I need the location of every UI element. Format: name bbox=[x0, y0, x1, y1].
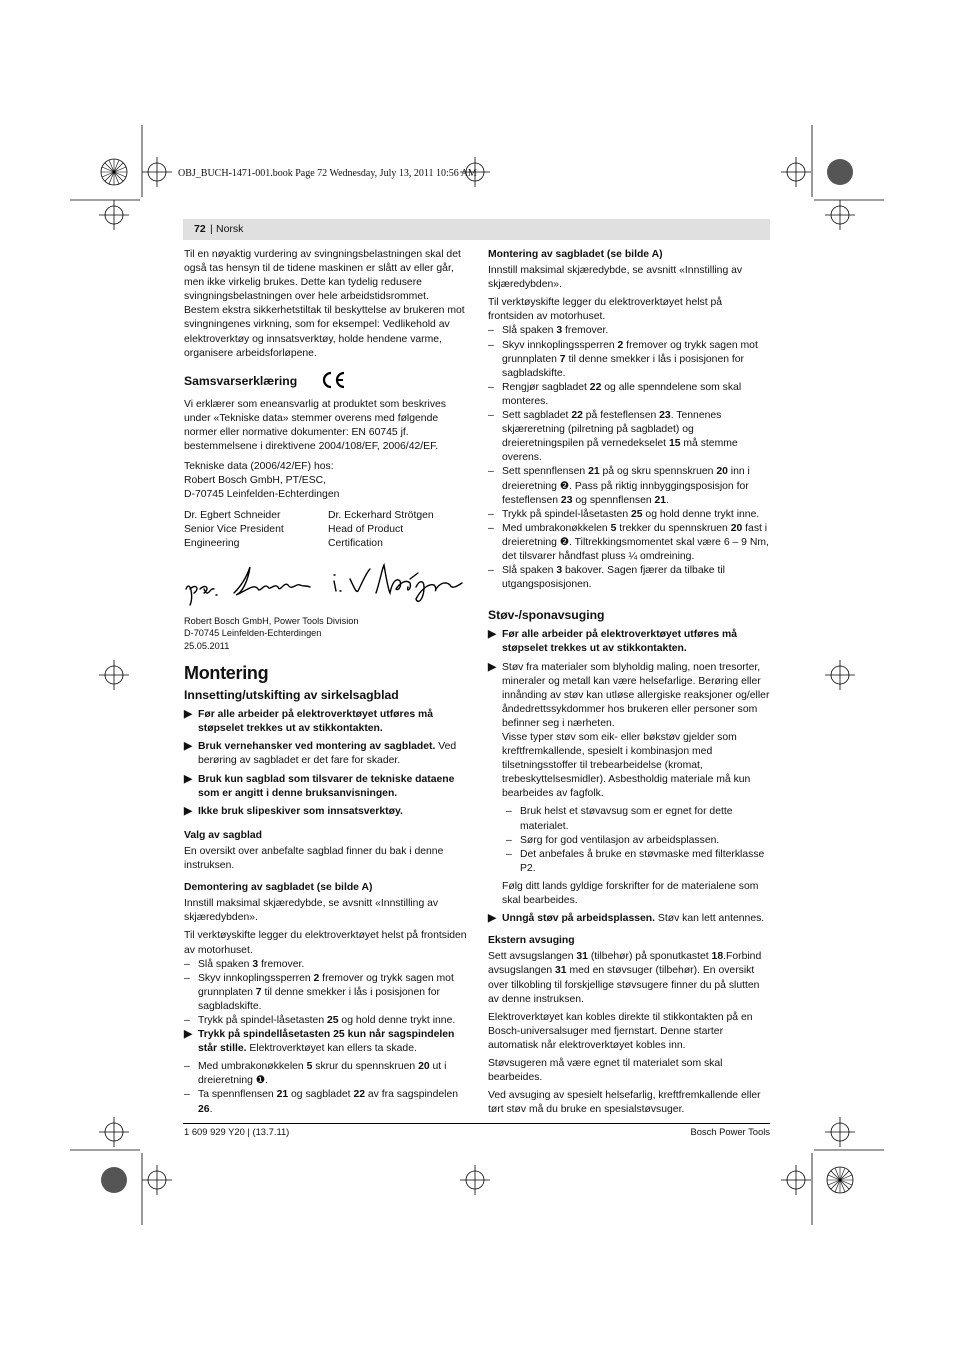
dust-sub-3 bbox=[488, 848, 770, 876]
mont-step-2 bbox=[488, 339, 770, 381]
handwritten-signatures bbox=[184, 559, 467, 609]
step-text: og hold denne trykt inne. bbox=[642, 508, 760, 520]
step-text: Trykk på spindel-låsetasten bbox=[198, 1014, 327, 1026]
montering-sagblad-heading: Montering av sagbladet (se bilde A) bbox=[488, 249, 663, 260]
mont-step-6 bbox=[488, 508, 770, 522]
right-column bbox=[488, 248, 770, 1121]
triangle-bullet-icon: ▶ bbox=[184, 773, 192, 785]
warning-text: Ikke bruk slipeskiver som innsatsverktøy. bbox=[198, 805, 403, 817]
dust-warning-flammable bbox=[488, 912, 770, 926]
step-text: Trykk på spindel-låsetasten bbox=[502, 508, 631, 520]
ekstern-heading: Ekstern avsuging bbox=[488, 935, 575, 947]
footer-doc-number: 1 609 929 Y20 | (13.7.11) bbox=[184, 1126, 290, 1137]
dash-bullet: – bbox=[488, 381, 494, 393]
step-text: Sett spennflensen bbox=[502, 466, 589, 478]
part-number: 7 bbox=[559, 353, 566, 365]
step-text: Sett sagbladet bbox=[502, 410, 572, 422]
para-text: med en støvsuger (tilbehør). En oversikt over tilkobling til forskjellige støvsugere finner du på slutten av denne instruksen. bbox=[488, 965, 760, 1005]
mont-step-1 bbox=[488, 324, 770, 338]
samsvar-heading bbox=[184, 371, 467, 392]
triangle-bullet-icon: ▶ bbox=[184, 1029, 192, 1041]
ce-mark-icon bbox=[321, 371, 347, 392]
demont-step-5 bbox=[184, 1088, 467, 1116]
dash-bullet: – bbox=[488, 508, 494, 520]
step-text: fremover. bbox=[258, 958, 305, 970]
signer1-title-2: Engineering bbox=[184, 537, 240, 549]
step-text: Med umbrakonøkkelen bbox=[198, 1061, 307, 1073]
dust-sublist bbox=[488, 805, 770, 875]
part-number: 7 bbox=[255, 986, 262, 998]
triangle-bullet-icon: ▶ bbox=[184, 741, 192, 753]
warning-unplug bbox=[184, 708, 467, 736]
dash-bullet: – bbox=[488, 410, 494, 422]
dash-bullet: – bbox=[488, 466, 494, 478]
warning-no-grinding bbox=[184, 805, 467, 819]
signer2-title-2: Certification bbox=[328, 537, 383, 549]
step-text: inn i dreieretning bbox=[502, 466, 750, 492]
triangle-bullet-icon: ▶ bbox=[184, 709, 192, 721]
warning-text: Visse typer støv som eik- eller bøkstøv gjelder som kreftfremkallende, spesielt i kombinasjon med tilsetningsstoffer til trebearbeidelse (kromat, trebeskyttelsesmidler). Asbestholdig materiale må kun bearbeides av fagfolk. bbox=[502, 732, 751, 800]
demont-step-2 bbox=[184, 972, 467, 1014]
dash-bullet: – bbox=[506, 848, 512, 860]
step-text: Ta spennflensen bbox=[198, 1089, 277, 1101]
ekstern-paragraph-1 bbox=[488, 950, 770, 1006]
part-number: 5 bbox=[610, 522, 617, 534]
triangle-bullet-icon: ▶ bbox=[488, 913, 496, 925]
step-text: Slå spaken bbox=[502, 325, 557, 337]
para-text: Sett avsugslangen bbox=[488, 951, 577, 963]
part-number: 20 bbox=[418, 1061, 430, 1073]
company-block bbox=[184, 615, 467, 652]
mont-step-5 bbox=[488, 465, 770, 507]
montering-heading: Montering bbox=[184, 663, 269, 683]
para-text: (tilbehør) på sponutkastet bbox=[587, 951, 712, 963]
warning-text-bold: Unngå støv på arbeidsplassen. bbox=[502, 913, 656, 925]
warning-text: Før alle arbeider på elektroverktøyet utføres må støpselet trekkes ut av stikkontakten. bbox=[198, 709, 434, 735]
part-number: 25 bbox=[630, 508, 643, 520]
rotation-direction-2-icon: ❷ bbox=[559, 536, 570, 548]
dash-bullet: – bbox=[506, 834, 512, 846]
step-text: fremover og trykk sagen mot grunnplaten bbox=[198, 972, 454, 998]
tech-file-line-3: D-70745 Leinfelden-Echterdingen bbox=[184, 489, 340, 501]
sub-text: Bruk helst et støvavsug som er egnet for dette materialet. bbox=[520, 806, 733, 832]
warning-text: Før alle arbeider på elektroverktøyet utføres må støpselet trekkes ut av stikkontakten. bbox=[502, 629, 738, 655]
step-text: trekker du spennskruen bbox=[616, 522, 731, 534]
step-text: fremover og trykk sagen mot grunnplaten bbox=[502, 339, 758, 365]
rotation-direction-2-icon: ❷ bbox=[559, 480, 570, 492]
dust-sub-2 bbox=[488, 834, 770, 848]
left-column bbox=[184, 248, 467, 1117]
dust-sub-1 bbox=[488, 805, 770, 833]
step-text: og sagbladet bbox=[288, 1089, 354, 1101]
mont-step-4 bbox=[488, 409, 770, 465]
part-number: 31 bbox=[555, 965, 567, 977]
samsvar-heading-text: Samsvarserklæring bbox=[184, 373, 298, 388]
ekstern-paragraph-4: Ved avsuging av spesielt helsefarlig, kreftfremkallende eller tørt støv må du bruke en spesialstøvsuger. bbox=[488, 1090, 761, 1116]
page-number: 72 bbox=[194, 223, 206, 235]
footer-brand: Bosch Power Tools bbox=[690, 1126, 770, 1137]
mont-step-3 bbox=[488, 381, 770, 409]
valg-paragraph: En oversikt over anbefalte sagblad finner du bak i denne instruksen. bbox=[184, 845, 444, 872]
step-text: Rengjør sagbladet bbox=[502, 381, 590, 393]
tech-file-line-1: Tekniske data (2006/42/EF) hos: bbox=[184, 461, 334, 473]
step-text: på festeflensen bbox=[582, 410, 660, 422]
tech-file-line-2: Robert Bosch GmbH, PT/ESC, bbox=[184, 475, 327, 487]
warning-text: Støv fra materialer som blyholdig maling, noen tresorter, mineraler og metall kan være helsefarlige. Berøring eller innånding av støv kan utløse allergiske reaksjoner og/eller åndedrettssykdommer hos brukeren eller personer som befinner seg i nærheten. bbox=[502, 661, 770, 729]
part-number: 2 bbox=[617, 339, 624, 351]
dust-regulations: Følg ditt lands gyldige forskrifter for de materialene som skal bearbeides. bbox=[502, 880, 759, 907]
step-text: Skyv innkoplingssperren bbox=[198, 972, 314, 984]
step-text: . Tiltrekkingsmomentet skal være 6 – 9 Nm, det tilsvarer håndfast pluss ¼ omdreining. bbox=[502, 536, 769, 562]
part-number: 3 bbox=[556, 565, 563, 577]
signer2-title-1: Head of Product bbox=[328, 523, 404, 535]
step-text: . Tennenes skjæreretning (pilretning på sagbladet) og dreieretningspilen på vernedekselet bbox=[502, 410, 722, 450]
part-number: 23 bbox=[560, 494, 573, 506]
dust-warning-unplug bbox=[488, 628, 770, 656]
demont-step-1 bbox=[184, 958, 467, 972]
step-text: Slå spaken bbox=[198, 958, 253, 970]
signer1-title-1: Senior Vice President bbox=[184, 523, 284, 535]
para-text: .Forbind avsugslangen bbox=[488, 951, 762, 977]
dash-bullet: – bbox=[184, 958, 190, 970]
step-text: Slå spaken bbox=[502, 565, 557, 577]
demont-paragraph-2: Til verktøyskifte legger du elektroverktøyet helst på frontsiden av motorhuset. bbox=[184, 930, 467, 956]
intro-paragraph-2: Bestem ekstra sikkerhetstiltak til beskyttelse av brukeren mot svingningenes virkning, som for eksempel: Vedlikehold av elektroverktøy og innsatsverktøy, holde hendene varme, organisere arbeidsforløpene. bbox=[184, 305, 465, 359]
dash-bullet: – bbox=[506, 806, 512, 818]
dash-bullet: – bbox=[488, 565, 494, 577]
dash-bullet: – bbox=[184, 1089, 190, 1101]
step-text: av fra sagspindelen bbox=[365, 1089, 458, 1101]
step-text: . Pass på riktig innbyggingsposisjon for festeflensen bbox=[502, 480, 749, 506]
mont-paragraph-1: Innstill maksimal skjæredybde, se avsnitt «Innstilling av skjæredybden». bbox=[488, 265, 743, 291]
header-separator: | bbox=[210, 223, 213, 235]
mont-paragraph-2: Til verktøyskifte legger du elektroverktøyet helst på frontsiden av motorhuset. bbox=[488, 297, 723, 323]
warning-blade-spec bbox=[184, 773, 467, 801]
part-number: 21 bbox=[654, 494, 667, 506]
demont-paragraph-1: Innstill maksimal skjæredybde, se avsnitt «Innstilling av skjæredybden». bbox=[184, 898, 439, 924]
print-header: OBJ_BUCH-1471-001.book Page 72 Wednesday, July 13, 2011 10:56 AM bbox=[178, 168, 477, 179]
valg-heading: Valg av sagblad bbox=[184, 829, 262, 841]
company-line-1: Robert Bosch GmbH, Power Tools Division bbox=[184, 615, 359, 626]
company-line-2: D-70745 Leinfelden-Echterdingen bbox=[184, 628, 322, 639]
part-number: 22 bbox=[571, 410, 583, 422]
part-number: 5 bbox=[306, 1061, 313, 1073]
demont-step-4 bbox=[184, 1060, 467, 1088]
dash-bullet: – bbox=[488, 522, 494, 534]
dust-warning-health bbox=[488, 661, 770, 802]
innsetting-heading: Innsetting/utskifting av sirkelsagblad bbox=[184, 688, 399, 703]
step-text: Med umbrakonøkkelen bbox=[502, 522, 611, 534]
demont-step-3 bbox=[184, 1014, 467, 1028]
company-date: 25.05.2011 bbox=[184, 640, 230, 651]
step-text: på og skru spennskruen bbox=[599, 466, 717, 478]
footer-rule bbox=[183, 1123, 770, 1124]
step-text: til denne smekker i lås i posisjonen for sagbladskifte. bbox=[502, 353, 745, 379]
part-number: 22 bbox=[589, 381, 602, 393]
part-number: 23 bbox=[659, 410, 671, 422]
part-number: 2 bbox=[313, 972, 320, 984]
dash-bullet: – bbox=[184, 1061, 190, 1073]
signer1-name: Dr. Egbert Schneider bbox=[184, 509, 281, 521]
header-language: Norsk bbox=[216, 223, 244, 235]
step-text: bakover. Sagen fjærer da tilbake til utgangsposisjonen. bbox=[502, 565, 725, 591]
signatories bbox=[184, 509, 467, 551]
warning-text-bold: Trykk på spindellåsetasten 25 kun når sagspindelen står stille. bbox=[198, 1029, 455, 1055]
warning-text: Elektroverktøyet kan ellers ta skade. bbox=[246, 1043, 417, 1055]
dash-bullet: – bbox=[488, 339, 494, 351]
triangle-bullet-icon: ▶ bbox=[488, 661, 496, 673]
step-text: til denne smekker i lås i posisjonen for sagbladskifte. bbox=[198, 986, 441, 1012]
step-text: fremover. bbox=[562, 325, 609, 337]
ekstern-paragraph-2: Elektroverktøyet kan kobles direkte til stikkontakten på en Bosch-universalsuger med fjernstart. Denne starter automatisk når elektroverktøyet kobles inn. bbox=[488, 1011, 753, 1051]
tech-file-block bbox=[184, 460, 467, 502]
intro-paragraph-1: Til en nøyaktig vurdering av svingningsbelastningen skal det også tas hensyn til de tidene maskinen er slått av eller går, men ikke virkelig brukes. Dette kan tydelig redusere svingningsbelastningen over hele arbeidstidsrommet. bbox=[184, 249, 461, 303]
demontering-heading: Demontering av sagbladet (se bilde A) bbox=[184, 882, 373, 894]
stov-heading: Støv-/sponavsuging bbox=[488, 608, 605, 623]
step-text: ut i dreieretning bbox=[198, 1061, 447, 1087]
part-number: 26 bbox=[198, 1103, 210, 1115]
part-number: 3 bbox=[252, 958, 259, 970]
part-number: 21 bbox=[276, 1089, 289, 1101]
part-number: 20 bbox=[716, 466, 728, 478]
warning-text-bold: Bruk vernehansker ved montering av sagbladet. bbox=[198, 741, 436, 753]
dash-bullet: – bbox=[184, 972, 190, 984]
triangle-bullet-icon: ▶ bbox=[488, 629, 496, 641]
sub-text: Sørg for god ventilasjon av arbeidsplassen. bbox=[520, 834, 720, 846]
demont-warning bbox=[184, 1028, 467, 1056]
triangle-bullet-icon: ▶ bbox=[184, 805, 192, 817]
warning-text: Støv kan lett antennes. bbox=[655, 913, 765, 925]
part-number: 20 bbox=[730, 522, 743, 534]
part-number: 21 bbox=[588, 466, 600, 478]
warning-text: Bruk kun sagblad som tilsvarer de tekniske dataene som er angitt i denne bruksanvisningen. bbox=[198, 773, 455, 799]
step-text: og alle spenndelene som skal monteres. bbox=[502, 381, 742, 407]
mont-step-8 bbox=[488, 564, 770, 592]
part-number: 15 bbox=[668, 438, 681, 450]
mont-step-7 bbox=[488, 522, 770, 564]
rotation-direction-1-icon: ❶ bbox=[255, 1075, 266, 1087]
page-header-bar bbox=[183, 219, 770, 240]
part-number: 3 bbox=[556, 325, 563, 337]
dash-bullet: – bbox=[184, 1014, 190, 1026]
step-text: må stemme overens. bbox=[502, 438, 738, 464]
step-text: Skyv innkoplingssperren bbox=[502, 339, 618, 351]
step-text: og spennflensen bbox=[572, 494, 655, 506]
ekstern-paragraph-3: Støvsugeren må være egnet til materialet som skal bearbeides. bbox=[488, 1057, 723, 1084]
warning-gloves bbox=[184, 740, 467, 768]
step-text: fast i dreieretning bbox=[502, 522, 768, 548]
step-text: . bbox=[265, 1075, 268, 1087]
signer2-name: Dr. Eckerhard Strötgen bbox=[328, 509, 434, 521]
step-text: . bbox=[666, 494, 669, 506]
samsvar-paragraph: Vi erklærer som eneansvarlig at produktet som beskrives under «Tekniske data» stemmer overens med følgende normer eller normative dokumenter: EN 60745 jf. bestemmelsene i direktivene 2004/108/EF, 2006/42/EF. bbox=[184, 398, 446, 453]
step-text: og hold denne trykt inne. bbox=[338, 1014, 456, 1026]
part-number: 31 bbox=[576, 951, 588, 963]
part-number: 25 bbox=[326, 1014, 339, 1026]
warning-text: Ved berøring av sagbladet er det fare for skader. bbox=[198, 741, 457, 767]
step-text: . bbox=[209, 1103, 213, 1115]
step-text: skrur du spennskruen bbox=[312, 1061, 419, 1073]
sub-text: Det anbefales å bruke en støvmaske med filterklasse P2. bbox=[520, 848, 765, 874]
part-number: 18 bbox=[711, 951, 724, 963]
part-number: 22 bbox=[353, 1089, 365, 1101]
dash-bullet: – bbox=[488, 325, 494, 337]
